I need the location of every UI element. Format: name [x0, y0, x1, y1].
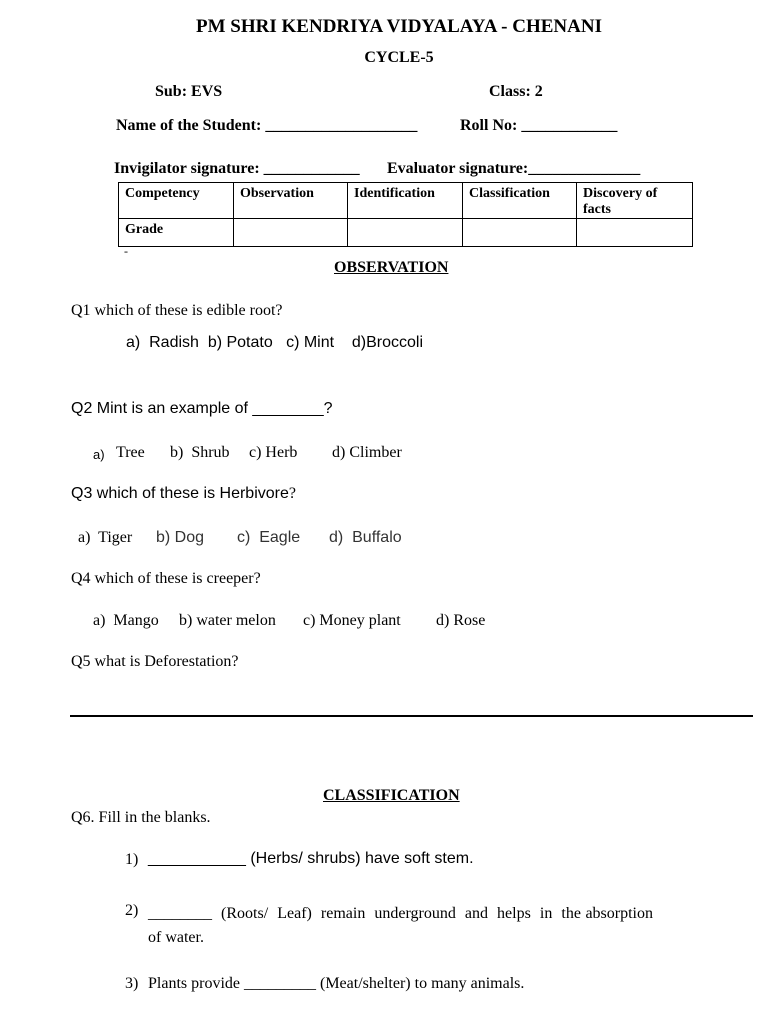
cycle-title: CYCLE-5 — [364, 49, 434, 66]
question-4-option-b: b) water melon — [179, 612, 276, 629]
grade-table-row — [119, 219, 693, 247]
blank-3-text: Plants provide _________ (Meat/shelter) to many animals. — [148, 975, 525, 992]
question-3-option-c: c) Eagle — [237, 529, 301, 546]
question-3-qmark: ? — [288, 485, 296, 502]
school-title: PM SHRI KENDRIYA VIDYALAYA - CHENANI — [196, 16, 602, 37]
question-3-text: Q3 which of these is Herbivore — [71, 485, 289, 502]
blank-2-text: ________ (Roots/ Leaf) remain underground and helps in the absorption of water. — [148, 905, 657, 946]
blank-1-number: 1) — [125, 851, 139, 868]
table-header-cell: Competency — [119, 183, 234, 219]
question-2-option-c: c) Herb — [249, 444, 298, 461]
answer-line — [70, 715, 753, 717]
invigilator-signature-field: Invigilator signature: ____________ — [114, 160, 360, 177]
table-cell: Grade — [119, 219, 234, 247]
question-1: Q1 which of these is edible root? — [71, 302, 283, 319]
question-2: Q2 Mint is an example of ________? — [71, 400, 333, 417]
table-cell — [577, 219, 693, 247]
question-3-option-b: b) Dog — [156, 529, 205, 546]
table-cell — [463, 219, 577, 247]
section-heading-observation: OBSERVATION — [334, 259, 449, 276]
question-2-option-d: d) Climber — [332, 444, 402, 461]
question-4-option-a: a) Mango — [93, 612, 159, 629]
question-4: Q4 which of these is creeper? — [71, 570, 261, 587]
question-2-option-a-marker: a) — [93, 447, 105, 462]
evaluator-signature-field: Evaluator signature:______________ — [387, 160, 641, 177]
subject-label: Sub: EVS — [155, 83, 223, 100]
question-5: Q5 what is Deforestation? — [71, 653, 239, 670]
grade-table — [118, 182, 693, 247]
question-4-option-c: c) Money plant — [303, 612, 401, 629]
student-name-field: Name of the Student: ___________________ — [116, 117, 418, 134]
table-header-cell: Classification — [463, 183, 577, 219]
roll-no-field: Roll No: ____________ — [460, 117, 618, 134]
question-1-options: a) Radish b) Potato c) Mint d)Broccoli — [126, 334, 423, 351]
question-3-option-a: a) Tiger — [78, 529, 133, 546]
question-3-option-d: d) Buffalo — [329, 529, 402, 546]
blank-2-number: 2) — [125, 902, 139, 919]
section-heading-classification: CLASSIFICATION — [323, 787, 460, 804]
question-6: Q6. Fill in the blanks. — [71, 809, 211, 826]
question-4-option-d: d) Rose — [436, 612, 486, 629]
table-header-cell: Identification — [348, 183, 463, 219]
table-header-cell: Discovery of facts — [577, 183, 693, 219]
table-cell — [234, 219, 348, 247]
question-3 — [71, 485, 296, 503]
dash-mark: - — [124, 244, 128, 258]
grade-table-header-row — [119, 183, 693, 219]
table-header-cell: Observation — [234, 183, 348, 219]
table-cell — [348, 219, 463, 247]
blank-1-text: ___________ (Herbs/ shrubs) have soft stem. — [148, 850, 474, 867]
class-label: Class: 2 — [489, 83, 543, 100]
blank-3-number: 3) — [125, 975, 139, 992]
question-2-option-a: Tree — [116, 444, 145, 461]
question-2-option-b: b) Shrub — [170, 444, 230, 461]
